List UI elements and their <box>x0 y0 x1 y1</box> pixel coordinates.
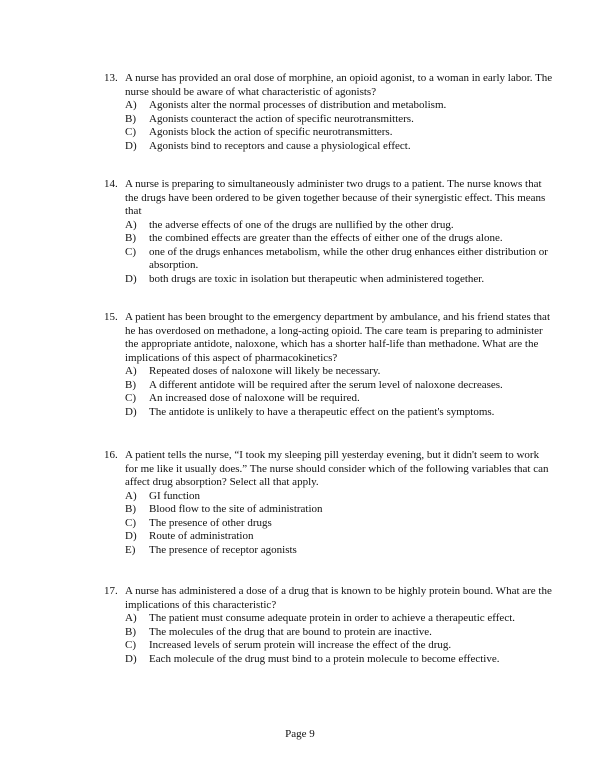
option-text: An increased dose of naloxone will be required. <box>149 392 360 404</box>
option-letter: C) <box>125 245 136 258</box>
option-text: one of the drugs enhances metabolism, while the other drug enhances either distribution or absorption. <box>149 245 548 271</box>
answer-options <box>104 612 554 666</box>
question-text: A patient tells the nurse, “I took my sleeping pill yesterday evening, but it didn't seem to work for me like it usually does.” The nurse should consider which of the following variables that can affect drug absorption? Select all that apply. <box>125 449 549 488</box>
question-number: 16. <box>104 449 118 461</box>
option-text: Agonists alter the normal processes of distribution and metabolism. <box>149 99 447 111</box>
option-letter: A) <box>125 489 137 502</box>
question-number: 13. <box>104 72 118 84</box>
answer-options <box>104 490 554 558</box>
answer-option-d <box>104 273 554 287</box>
question-15 <box>104 311 554 419</box>
option-text: The presence of other drugs <box>149 516 272 529</box>
answer-options <box>104 219 554 287</box>
question-13 <box>104 72 554 153</box>
answer-option-c <box>104 126 554 140</box>
answer-option-d <box>104 530 554 544</box>
option-text: The molecules of the drug that are bound to protein are inactive. <box>149 625 432 638</box>
option-text: Agonists bind to receptors and cause a physiological effect. <box>149 139 411 152</box>
option-text: Route of administration <box>149 530 254 542</box>
answer-option-c <box>104 392 554 406</box>
answer-option-d <box>104 140 554 154</box>
option-letter: B) <box>125 232 136 244</box>
option-letter: D) <box>125 530 137 542</box>
option-text: Each molecule of the drug must bind to a protein molecule to become effective. <box>149 652 500 665</box>
option-letter: C) <box>125 516 136 529</box>
answer-option-b <box>104 503 554 517</box>
answer-option-c <box>104 246 554 273</box>
question-number: 15. <box>104 311 118 323</box>
option-letter: A) <box>125 218 137 231</box>
answer-option-a <box>104 490 554 504</box>
option-text: GI function <box>149 489 201 502</box>
answer-option-b <box>104 626 554 640</box>
option-letter: D) <box>125 652 137 665</box>
option-letter: C) <box>125 126 136 138</box>
option-letter: D) <box>125 139 137 152</box>
answer-option-b <box>104 113 554 127</box>
question-text: A nurse is preparing to simultaneously administer two drugs to a patient. The nurse knows that the drugs have been ordered to be given together because of their synergistic effect. This means that <box>125 178 546 217</box>
option-letter: A) <box>125 612 137 624</box>
answer-option-a <box>104 99 554 113</box>
answer-option-c <box>104 639 554 653</box>
answer-option-d <box>104 653 554 667</box>
option-letter: C) <box>125 639 136 651</box>
question-stem <box>104 72 554 99</box>
answer-option-a <box>104 219 554 233</box>
question-text: A nurse has provided an oral dose of morphine, an opioid agonist, to a woman in early labor. The nurse should be aware of what characteristic of agonists? <box>125 72 553 98</box>
option-text: Increased levels of serum protein will increase the effect of the drug. <box>149 639 452 651</box>
option-text: the combined effects are greater than the effects of either one of the drugs alone. <box>149 232 503 244</box>
option-letter: A) <box>125 99 137 111</box>
question-stem <box>104 311 554 365</box>
answer-option-a <box>104 365 554 379</box>
question-17 <box>104 585 554 666</box>
option-letter: D) <box>125 405 137 418</box>
answer-option-b <box>104 379 554 393</box>
question-stem <box>104 449 554 490</box>
question-14 <box>104 178 554 286</box>
answer-options <box>104 365 554 419</box>
option-text: Agonists block the action of specific neurotransmitters. <box>149 126 393 138</box>
answer-option-b <box>104 232 554 246</box>
question-number: 14. <box>104 178 118 190</box>
question-stem <box>104 585 554 612</box>
option-text: Blood flow to the site of administration <box>149 503 323 515</box>
question-text: A nurse has administered a dose of a drug that is known to be highly protein bound. What are the implications of this characteristic? <box>125 585 552 611</box>
option-text: The patient must consume adequate protein in order to achieve a therapeutic effect. <box>149 612 516 624</box>
option-letter: B) <box>125 503 136 515</box>
option-text: Agonists counteract the action of specific neurotransmitters. <box>149 112 414 125</box>
option-text: Repeated doses of naloxone will likely be necessary. <box>149 365 381 377</box>
answer-option-c <box>104 517 554 531</box>
page-footer <box>0 728 600 742</box>
option-text: The presence of receptor agonists <box>149 543 297 556</box>
option-letter: C) <box>125 392 136 404</box>
answer-option-d <box>104 406 554 420</box>
option-text: both drugs are toxic in isolation but therapeutic when administered together. <box>149 272 485 285</box>
question-text: A patient has been brought to the emergency department by ambulance, and his friend states that he has overdosed on methadone, a long-acting opioid. The care team is preparing to administer the appropriate antidote, naloxone, which has a shorter half-life than methadone. What are the implications of this aspect of pharmacokinetics? <box>125 311 550 364</box>
option-text: The antidote is unlikely to have a therapeutic effect on the patient's symptoms. <box>149 405 495 418</box>
option-letter: E) <box>125 543 136 556</box>
option-letter: B) <box>125 378 136 391</box>
option-letter: A) <box>125 365 137 377</box>
option-letter: D) <box>125 272 137 285</box>
question-number: 17. <box>104 585 118 597</box>
question-16 <box>104 449 554 557</box>
option-text: A different antidote will be required after the serum level of naloxone decreases. <box>149 378 503 391</box>
option-letter: B) <box>125 625 136 638</box>
answer-options <box>104 99 554 153</box>
option-text: the adverse effects of one of the drugs are nullified by the other drug. <box>149 218 454 231</box>
answer-option-e <box>104 544 554 558</box>
answer-option-a <box>104 612 554 626</box>
question-stem <box>104 178 554 219</box>
page-number: Page 9 <box>285 728 315 740</box>
option-letter: B) <box>125 112 136 125</box>
